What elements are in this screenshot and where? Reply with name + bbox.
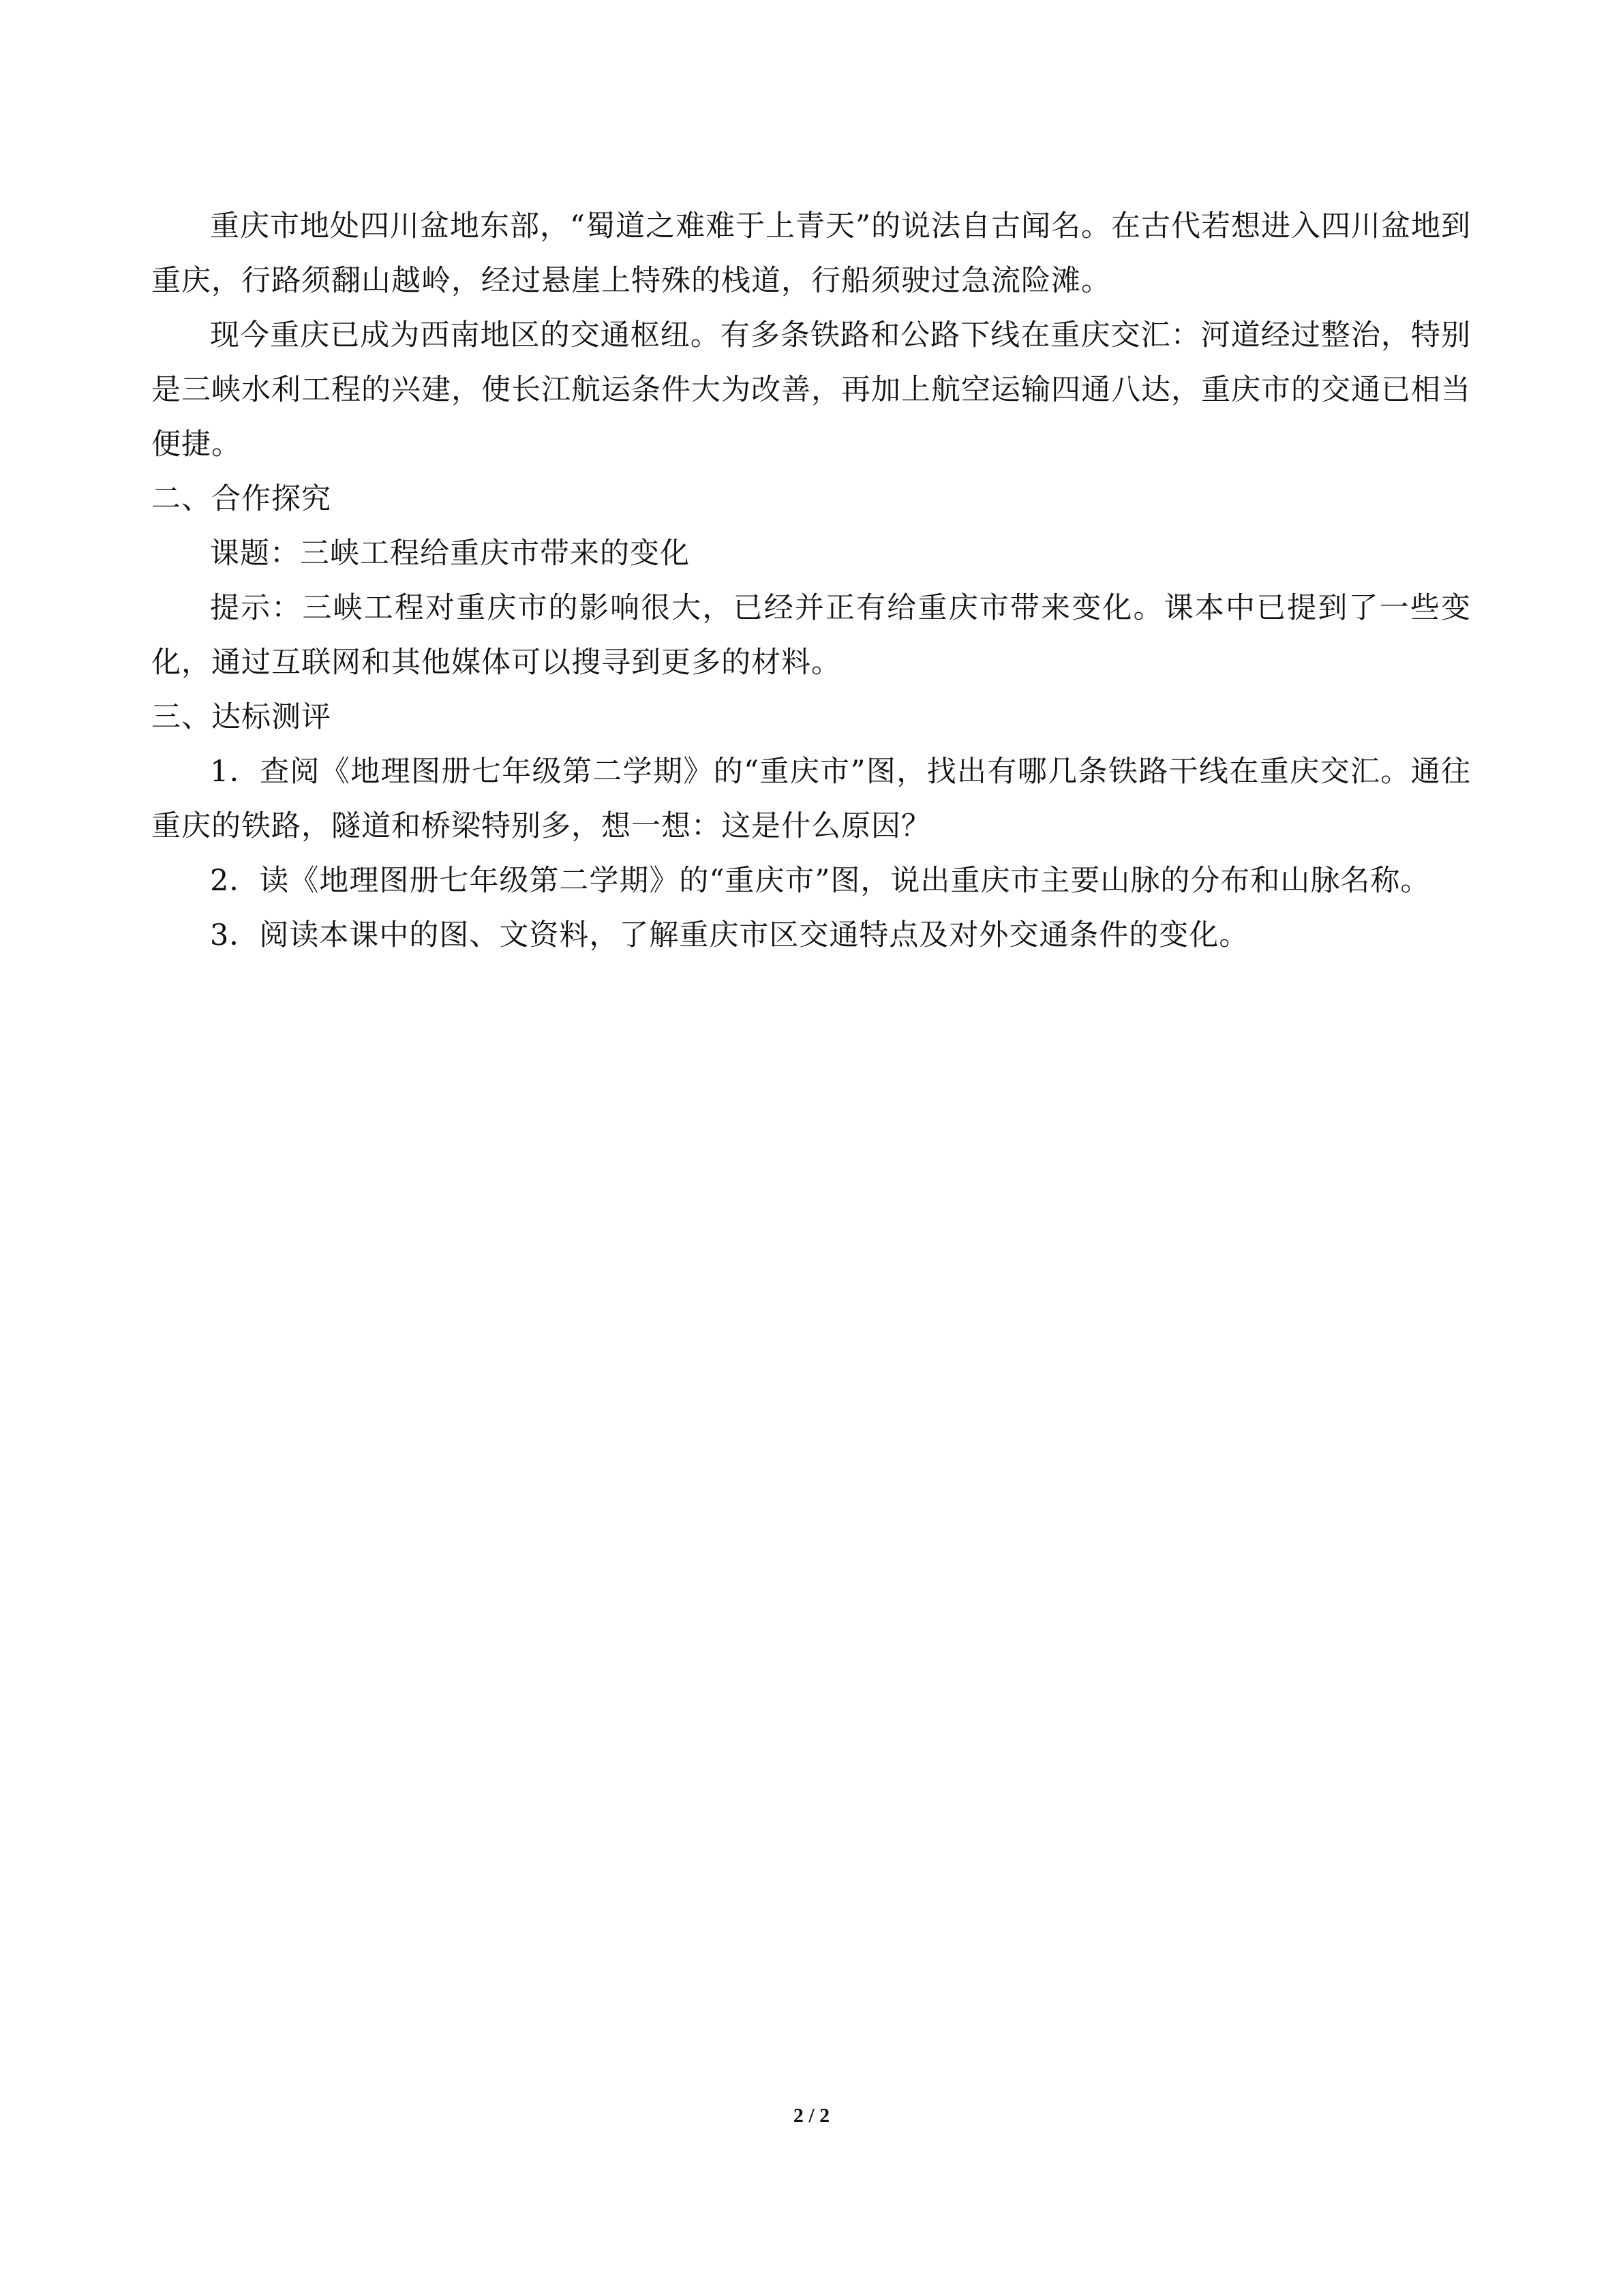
document-body bbox=[151, 199, 1471, 963]
topic-paragraph: 课题：三峡工程给重庆市带来的变化 bbox=[210, 537, 690, 571]
assessment-item-2: 2．读《地理图册七年级第二学期》的“重庆市”图，说出重庆市主要山脉的分布和山脉名称。 bbox=[210, 864, 1431, 898]
intro-paragraph-2: 现今重庆已成为西南地区的交通枢纽。有多条铁路和公路下线在重庆交汇：河道经过整治，特别是三峡水利工程的兴建，使长江航运条件大为改善，再加上航空运输四通八达，重庆市的交通已相当便捷。 bbox=[151, 318, 1471, 462]
section-heading-cooperative-inquiry: 二、合作探究 bbox=[151, 482, 331, 516]
hint-paragraph: 提示：三峡工程对重庆市的影响很大，已经并正有给重庆市带来变化。课本中已提到了一些变化，通过互联网和其他媒体可以搜寻到更多的材料。 bbox=[151, 591, 1471, 680]
section-heading-assessment: 三、达标测评 bbox=[151, 700, 331, 734]
intro-paragraph-1: 重庆市地处四川盆地东部，“蜀道之难难于上青天”的说法自古闻名。在古代若想进入四川盆地到重庆，行路须翻山越岭，经过悬崖上特殊的栈道，行船须驶过急流险滩。 bbox=[151, 209, 1471, 298]
page-number: 2 / 2 bbox=[793, 2104, 830, 2127]
assessment-item-3: 3．阅读本课中的图、文资料，了解重庆市区交通特点及对外交通条件的变化。 bbox=[210, 918, 1249, 952]
assessment-item-1: 1．查阅《地理图册七年级第二学期》的“重庆市”图，找出有哪几条铁路干线在重庆交汇。通往重庆的铁路，隧道和桥梁特别多，想一想：这是什么原因？ bbox=[151, 755, 1471, 843]
